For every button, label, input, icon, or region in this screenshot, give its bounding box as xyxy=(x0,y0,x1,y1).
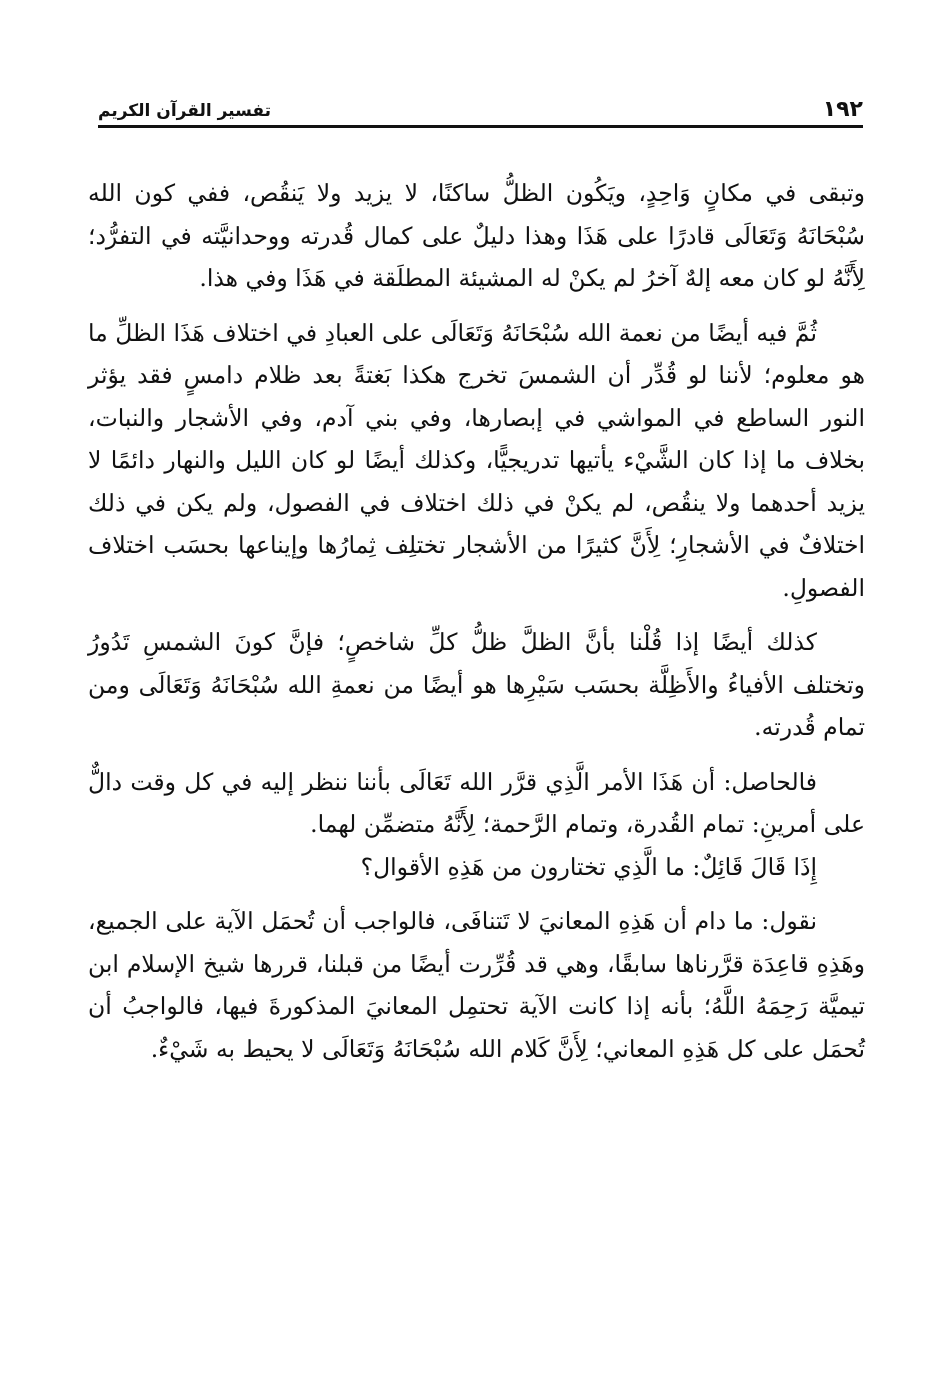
paragraph-blessing-of-shade: ثُمَّ فيه أيضًا من نعمة الله سُبْحَانَهُ وَتَعَالَى على العبادِ في اختلاف هَذَا الظلِّ ما هو معلوم؛ لأننا لو قُدِّر أن الشمسَ تخرج هكذا بَغتةً بعد ظلام دامسٍ فقد يؤثر النور الساطع في المواشي في إبصارها، وفي بني آدم، وفي الأشجار والنبات، بخلاف ما إذا كان الشَّيْء يأتيها تدريجيًّا، وكذلك أيضًا لو كان الليل والنهار دائمًا لا يزيد أحدهما ولا ينقُص، لم يكنْ في ذلك اختلاف في الفصول، ولم يكن في ذلك اختلافٌ في الأشجارِ؛ لِأَنَّ كثيرًا من الأشجار تختلِف ثِمارُها وإيناعها بحسَب اختلاف الفصولِ. xyxy=(88,318,865,602)
paragraph-conclusion: فالحاصل: أن هَذَا الأمر الَّذِي قرَّر الله تَعَالَى بأننا ننظر إليه في كل وقت دالٌّ على أمرينِ: تمام القُدرة، وتمام الرَّحمة؛ لِأَنَّهُ متضمِّن لهما. xyxy=(88,767,865,838)
paragraph-continuation: وتبقى في مكانٍ وَاحِدٍ، ويَكُون الظلُّ ساكنًا، لا يزيد ولا يَنقُص، ففي كون الله سُبْحَانَهُ وَتَعَالَى قادرًا على هَذَا وهذا دليلٌ على كمال قُدرته ووحدانيَّته في التفرُّد؛ لِأَنَّهُ لو كان معه إلهٌ آخرُ لم يكنْ له المشيئة المطلَقة في هَذَا وفي هذا. xyxy=(88,179,865,292)
page-number: ١٩٢ xyxy=(822,97,863,122)
running-header xyxy=(98,92,863,122)
book-title: تفسير القرآن الكريم xyxy=(98,101,272,121)
header-rule xyxy=(98,125,863,128)
paragraph-shade-of-objects: كذلك أيضًا إذا قُلْنا بأنَّ الظلَّ ظلُّ كلِّ شاخصٍ؛ فإنَّ كونَ الشمسِ تَدُورُ وتختلف الأفياءُ والأَظِلَّة بحسَب سَيْرِها هو أيضًا من نعمةِ الله سُبْحَانَهُ وَتَعَالَى ومن تمام قُدرته. xyxy=(88,628,865,741)
paragraph-question: إِذَا قَالَ قَائِلٌ: ما الَّذِي تختارون من هَذِهِ الأقوال؟ xyxy=(360,852,817,881)
paragraph-answer: نقول: ما دام أن هَذِهِ المعانيَ لا تَتنافَى، فالواجب أن تُحمَل الآية على الجميع، وهَذِهِ قاعِدَة قرَّرناها سابقًا، وهي قد قُرِّرت أيضًا من قبلنا، قررها شيخ الإسلام ابن تيميَّة رَحِمَهُ اللَّهُ؛ بأنه إذا كانت الآية تحتمِل المعانيَ المذكورةَ فيها، فالواجبُ أن تُحمَل على كل هَذِهِ المعاني؛ لِأَنَّ كَلام الله سُبْحَانَهُ وَتَعَالَى لا يحيط به شَيْءٌ. xyxy=(88,907,865,1063)
body-text xyxy=(88,172,865,1070)
